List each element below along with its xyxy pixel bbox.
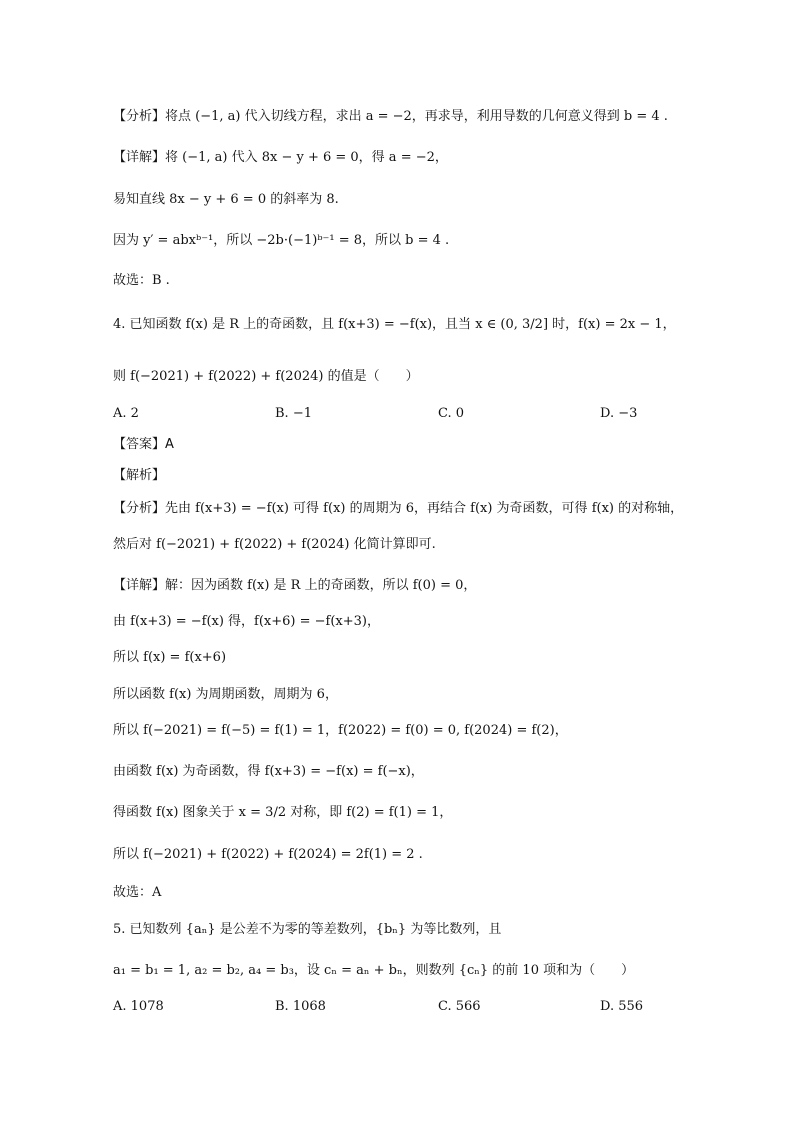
choice-c: C. 566 [438,999,481,1014]
detail-line-q4-6: 由函数 f(x) 为奇函数，得 f(x+3) = −f(x) = f(−x)， [113,764,424,779]
choice-d: D. −3 [600,406,638,421]
choice-d: D. 556 [600,999,644,1014]
question-5-choices [113,997,673,1017]
question-4-stem: 4. 已知函数 f(x) 是 R 上的奇函数，且 f(x+3) = −f(x)，且当 x ∈ (0, 3/2] 时，f(x) = 2x − 1， [113,317,676,332]
detail-line-q4-4: 所以函数 f(x) 为周期函数，周期为 6， [113,687,338,702]
analysis-line-q4-1: 【分析】先由 f(x+3) = −f(x) 可得 f(x) 的周期为 6，再结合 f(x) 为奇函数，可得 f(x) 的对称轴， [113,501,684,516]
detail-line-q3-3: 因为 y′ = abxᵇ⁻¹，所以 −2b·(−1)ᵇ⁻¹ = 8，所以 b = 4 . [113,233,450,248]
choice-a: A. 1078 [113,999,164,1014]
detail-line-q4-2: 由 f(x+3) = −f(x) 得，f(x+6) = −f(x+3)， [113,614,381,629]
detail-line-q3-2: 易知直线 8x − y + 6 = 0 的斜率为 8. [113,192,339,207]
question-4-ask: 则 f(−2021) + f(2022) + f(2024) 的值是（ ） [113,369,419,384]
answer-label: 【答案】A [113,437,174,452]
solution-label: 【解析】 [113,468,166,483]
analysis-line-q4-2: 然后对 f(−2021) + f(2022) + f(2024) 化简计算即可. [113,537,436,552]
detail-line-q4-5: 所以 f(−2021) = f(−5) = f(1) = 1，f(2022) = f(0) = 0, f(2024) = f(2)， [113,723,568,738]
analysis-line-q3: 【分析】将点 (−1, a) 代入切线方程，求出 a = −2，再求导，利用导数的几何意义得到 b = 4 . [113,109,668,124]
choice-b: B. −1 [275,406,312,421]
detail-line-q4-7: 得函数 f(x) 图象关于 x = 3/2 对称，即 f(2) = f(1) = 1， [113,805,453,820]
question-4-choices [113,404,673,424]
question-5-stem-2: a₁ = b₁ = 1, a₂ = b₂, a₄ = b₃，设 cₙ = aₙ + bₙ，则数列 {cₙ} 的前 10 项和为（ ） [113,963,635,978]
detail-line-q4-8: 所以 f(−2021) + f(2022) + f(2024) = 2f(1) = 2 . [113,847,423,862]
choice-a: A. 2 [113,406,139,421]
conclusion-line-q4: 故选：A [113,885,162,900]
detail-line-q3-1: 【详解】将 (−1, a) 代入 8x − y + 6 = 0，得 a = −2， [113,150,448,165]
question-5-stem-1: 5. 已知数列 {aₙ} 是公差不为零的等差数列，{bₙ} 为等比数列，且 [113,922,502,937]
choice-b: B. 1068 [275,999,326,1014]
conclusion-line-q3: 故选：B . [113,273,170,288]
choice-c: C. 0 [438,406,465,421]
detail-line-q4-1: 【详解】解：因为函数 f(x) 是 R 上的奇函数，所以 f(0) = 0， [113,578,477,593]
detail-line-q4-3: 所以 f(x) = f(x+6) [113,650,227,665]
